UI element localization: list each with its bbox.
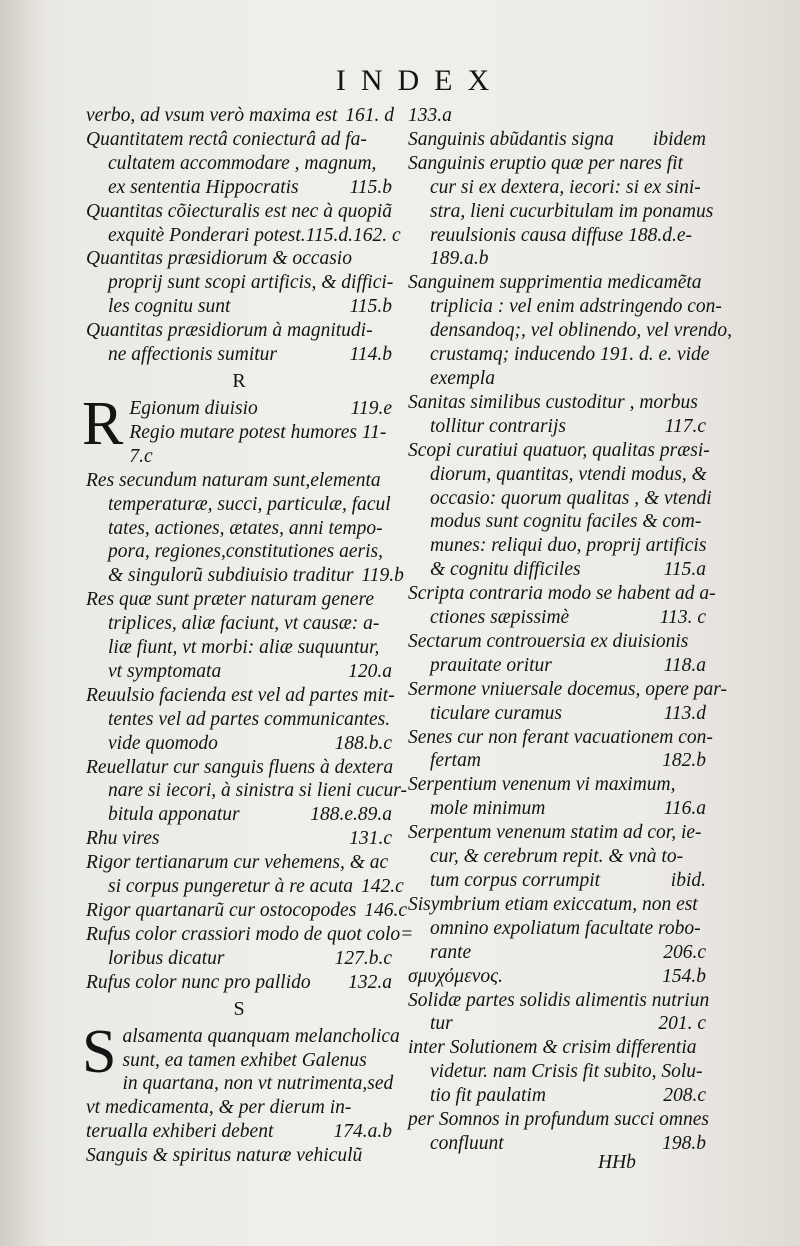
entry-text: Sisymbrium etiam exiccatum, non est: [408, 893, 698, 915]
entry-text: tollitur contrarijs: [430, 415, 566, 437]
entry-text: 189.a.b: [430, 248, 489, 270]
index-entry: [408, 271, 732, 391]
entry-text: cur si ex dextera, iecori: si ex sini-: [430, 176, 701, 198]
index-entry: [408, 821, 706, 893]
entry-line: [86, 612, 392, 636]
entry-line: [408, 1012, 706, 1036]
entry-text: cur, & cerebrum repit. & vnà to-: [430, 846, 684, 868]
right-column: [408, 104, 732, 1156]
page-reference: 188.e.89.a: [310, 804, 392, 826]
entry-text: Rhu vires: [86, 828, 160, 850]
entry-text: ticulare curamus: [430, 702, 562, 724]
entry-text: mole minimum: [430, 798, 546, 820]
entry-line: [408, 224, 706, 248]
entry-line: [408, 749, 706, 773]
index-entry: [86, 1120, 392, 1144]
entry-line: [408, 726, 713, 750]
entry-line: [408, 487, 712, 511]
entry-text: ex sententia Hippocratis: [108, 176, 299, 198]
index-entry: [408, 152, 714, 272]
entry-line: [86, 971, 392, 995]
index-entry: [86, 319, 392, 367]
entry-line: [86, 660, 392, 684]
page-reference: 114.b: [349, 344, 392, 366]
entry-line: [86, 247, 392, 271]
entry-line: [408, 582, 716, 606]
signature-mark: HHb: [598, 1152, 636, 1173]
entry-line: [408, 343, 710, 367]
page-reference: 206.c: [663, 941, 706, 963]
entry-line: [86, 540, 392, 564]
entry-text: per Somnos in profundum succi omnes: [408, 1109, 709, 1131]
page-reference: 188.b.c: [334, 732, 392, 754]
left-column: [82, 104, 414, 1168]
page-reference: 182.b: [662, 750, 706, 772]
entry-line: [408, 678, 727, 702]
entry-line: [86, 827, 392, 851]
entry-text: ctiones sæpissimè: [430, 607, 570, 629]
entry-line: [86, 319, 392, 343]
entry-line: [122, 1049, 392, 1073]
entry-text: alsamenta quanquam melancholica: [122, 1025, 400, 1047]
entry-line: [86, 779, 407, 803]
page-title: INDEX: [335, 64, 505, 97]
entry-text: les cognitu sunt: [108, 296, 231, 318]
entry-line: [86, 152, 392, 176]
entry-line: [408, 869, 706, 893]
index-entry: [408, 439, 712, 582]
index-entry: [408, 965, 706, 989]
entry-text: densandoq;, vel oblinendo, vel vrendo,: [430, 320, 732, 342]
index-entry: [408, 989, 710, 1037]
entry-line: [408, 391, 706, 415]
entry-line: [408, 1132, 706, 1156]
index-entry: [86, 104, 395, 128]
entry-line: [408, 319, 732, 343]
entry-text: Serpentium venenum vi maximum,: [408, 774, 676, 796]
entry-text: Quantitatem rectâ coniecturâ ad fa-: [86, 128, 367, 150]
entry-line: [86, 684, 395, 708]
entry-line: [86, 104, 395, 128]
entry-line: [86, 851, 392, 875]
entry-text: ne affectionis sumitur: [108, 344, 277, 366]
page-reference: 161. d: [345, 105, 395, 126]
index-entry: [408, 773, 706, 821]
index-entry: [408, 391, 706, 439]
index-entry: [86, 247, 392, 319]
entry-line: [86, 1144, 392, 1168]
entry-line: [86, 200, 392, 224]
page-reference: ibid.: [670, 870, 706, 891]
entry-text: Reuulsio facienda est vel ad partes mit-: [86, 684, 395, 706]
entry-line: [86, 1096, 392, 1120]
page-reference: 198.b: [662, 1132, 706, 1154]
page-reference: 119.e: [350, 397, 392, 419]
entry-text: triplices, aliæ faciunt, vt causæ: a-: [108, 613, 380, 635]
page-reference: 116.a: [663, 798, 706, 820]
entry-text: Sermone vniuersale docemus, opere par-: [408, 678, 727, 700]
index-entry: [86, 923, 414, 971]
index-entry: [408, 726, 713, 774]
entry-text: rante: [430, 941, 472, 963]
page-reference: 208.c: [663, 1085, 706, 1107]
entry-line: [129, 397, 392, 421]
entry-text: in quartana, non vt nutrimenta,sed: [122, 1073, 394, 1095]
section-letter: S: [233, 997, 245, 1020]
entry-text: Regio mutare potest humores 11-: [129, 421, 387, 443]
entry-line: [408, 630, 706, 654]
entry-text: Sanguinis abũdantis signa: [408, 128, 614, 150]
page-reference: ibidem: [652, 128, 706, 150]
entry-line: [408, 941, 706, 965]
index-entry: [408, 128, 706, 152]
entry-text: confluunt: [430, 1132, 504, 1154]
entry-line: [408, 176, 706, 200]
entry-line: [408, 773, 706, 797]
entry-text: tio fit paulatim: [430, 1085, 546, 1107]
entry-text: cultatem accommodare , magnum,: [108, 152, 377, 174]
entry-text: omnino expoliatum facultate robo-: [430, 917, 701, 939]
entry-text: prauitate oritur: [430, 654, 552, 676]
entry-text: tentes vel ad partes communicantes.: [108, 708, 391, 730]
entry-line: [408, 128, 706, 152]
entry-text: Sectarum controuersia ex diuisionis: [408, 630, 689, 652]
index-entry: [408, 893, 706, 965]
entry-line: [86, 517, 392, 541]
entry-text: nare si iecori, à sinistra si lieni cucur-: [108, 780, 407, 802]
page-reference: 146.c: [364, 900, 408, 921]
entry-text: 133.a: [408, 105, 452, 126]
entry-text: terualla exhiberi debent: [86, 1121, 274, 1143]
entry-text: 7.c: [129, 445, 153, 467]
entry-text: exempla: [430, 367, 495, 389]
page-reference: 115.b: [349, 176, 392, 198]
entry-line: [86, 923, 414, 947]
index-entry: [82, 1017, 400, 1121]
entry-text: bitula apponatur: [108, 804, 240, 826]
index-entry: [86, 128, 392, 200]
index-entry: [86, 756, 407, 828]
index-entry: [86, 827, 392, 851]
entry-text: modus sunt cognitu faciles & com-: [430, 511, 702, 533]
entry-line: [408, 821, 706, 845]
entry-text: Res secundum naturam sunt,elementa: [86, 469, 381, 491]
entry-text: fertam: [430, 750, 481, 772]
entry-text: Egionum diuisio: [129, 397, 258, 419]
entry-text: Reuellatur cur sanguis fluens à dextera: [86, 756, 394, 778]
entry-line: [408, 271, 706, 295]
entry-line: [86, 756, 392, 780]
entry-text: vt medicamenta, & per dierum in-: [86, 1097, 352, 1119]
entry-line: [408, 797, 706, 821]
entry-line: [408, 1108, 709, 1132]
entry-line: [86, 271, 392, 295]
index-entry: [86, 200, 401, 248]
entry-text: loribus dicatur: [108, 947, 225, 969]
entry-text: Rigor quartanarũ cur ostocopodes: [86, 900, 357, 921]
entry-text: exquitè Ponderari potest.115.d.162. c: [108, 224, 401, 246]
entry-line: [86, 636, 392, 660]
entry-line: [86, 564, 404, 588]
entry-line: [408, 965, 706, 989]
page-reference: 113.d: [663, 702, 706, 724]
entry-text: Serpentum venenum statim ad cor, ie-: [408, 822, 702, 844]
entry-line: [86, 469, 392, 493]
entry-line: [408, 893, 706, 917]
entry-line: [86, 224, 401, 248]
entry-line: [408, 415, 706, 439]
entry-line: [408, 1084, 706, 1108]
page-reference: 115.b: [349, 296, 392, 318]
page-reference: 118.a: [663, 654, 706, 676]
index-entry: [86, 588, 392, 684]
entry-line: [408, 917, 706, 941]
entry-text: Sanguis & spiritus naturæ vehiculũ: [86, 1145, 363, 1167]
entry-text: verbo, ad vsum verò maxima est: [86, 105, 338, 126]
entry-text: sunt, ea tamen exhibet Galenus: [122, 1049, 367, 1071]
entry-text: Scripta contraria modo se habent ad a-: [408, 583, 716, 605]
page-reference: 115.a: [663, 559, 706, 581]
entry-text: occasio: quorum qualitas , & vtendi: [430, 487, 712, 509]
entry-text: Res quæ sunt præter naturam genere: [86, 589, 374, 611]
entry-text: Senes cur non ferant vacuationem con-: [408, 726, 713, 748]
entry-text: triplicia : vel enim adstringendo con-: [430, 296, 722, 318]
entry-line: [86, 899, 408, 923]
entry-text: Rufus color crassiori modo de quot colo=: [86, 923, 414, 945]
index-entry: [408, 1108, 709, 1156]
entry-line: [86, 708, 392, 732]
page-reference: 127.b.c: [334, 947, 392, 969]
page-reference: 132.a: [348, 971, 392, 993]
entry-line: [408, 845, 706, 869]
entry-line: [408, 989, 710, 1013]
index-entry: [408, 678, 727, 726]
index-entry: [86, 684, 395, 756]
entry-line: [86, 947, 392, 971]
page-reference: 119.b: [361, 565, 404, 587]
index-entry: [86, 1144, 392, 1168]
entry-text: reuulsionis causa diffuse 188.d.e-: [430, 224, 692, 246]
entry-line: [408, 200, 714, 224]
entry-line: [86, 176, 392, 200]
entry-text: temperaturæ, succi, particulæ, facul: [108, 493, 391, 515]
entry-line: [408, 367, 706, 391]
entry-text: inter Solutionem & crisim differentia: [408, 1037, 697, 1059]
entry-text: Quantitas cõiecturalis est nec à quopiã: [86, 200, 393, 222]
entry-line: [86, 493, 392, 517]
entry-text: si corpus pungeretur à re acuta: [108, 876, 353, 898]
entry-text: videtur. nam Crisis fit subito, Solu-: [430, 1061, 703, 1083]
entry-line: [408, 439, 710, 463]
entry-line: [86, 343, 392, 367]
page-reference: 174.a.b: [333, 1121, 392, 1143]
entry-line: [408, 104, 706, 128]
entry-text: Quantitas præsidiorum à magnitudi-: [86, 320, 373, 342]
entry-line: [408, 295, 722, 319]
index-entry: [408, 582, 716, 630]
index-entry: [86, 445, 392, 469]
index-entry: [408, 1036, 706, 1108]
entry-text: Scopi curatiui quatuor, qualitas præsi-: [408, 439, 710, 461]
page-reference: 154.b: [662, 965, 706, 987]
page-reference: 201. c: [658, 1013, 706, 1035]
entry-line: [86, 803, 392, 827]
entry-text: & singulorũ subdiuisio traditur: [108, 565, 354, 587]
entry-line: [86, 128, 392, 152]
entry-text: crustamq; inducendo 191. d. e. vide: [430, 344, 710, 366]
entry-text: proprij sunt scopi artificis, & diffici-: [108, 272, 394, 294]
entry-text: & cognitu difficiles: [430, 559, 581, 581]
entry-text: Rigor tertianarum cur vehemens, & ac: [86, 852, 389, 874]
entry-text: munes: reliqui duo, proprij artificis: [430, 535, 707, 557]
page-reference: 113. c: [659, 607, 706, 629]
page-reference: 131.c: [349, 828, 392, 850]
entry-line: [122, 1025, 400, 1049]
page-reference: 120.a: [348, 660, 392, 682]
entry-text: tates, actiones, ætates, anni tempo-: [108, 517, 383, 539]
entry-text: Rufus color nunc pro pallido: [86, 971, 311, 993]
entry-text: Sanguinis eruptio quæ per nares fit: [408, 152, 683, 174]
entry-line: [408, 510, 706, 534]
entry-text: Sanguinem supprimentia medicamẽta: [408, 272, 702, 294]
index-entry: [408, 630, 706, 678]
entry-line: [408, 558, 706, 582]
index-entry: [86, 469, 404, 589]
entry-line: [122, 1072, 392, 1096]
entry-line: [86, 1120, 392, 1144]
entry-line: [408, 534, 706, 558]
entry-line: [408, 1060, 706, 1084]
entry-text: σμυχόμενος.: [408, 965, 503, 987]
entry-text: liæ fiunt, vt morbi: aliæ suquuntur,: [108, 637, 380, 659]
entry-line: [86, 732, 392, 756]
entry-text: stra, lieni cucurbitulam im ponamus: [430, 200, 714, 222]
entry-line: [86, 875, 404, 899]
entry-line: [408, 247, 706, 271]
entry-line: [408, 152, 706, 176]
entry-line: [129, 421, 392, 445]
index-entry: [86, 851, 404, 899]
entry-text: vt symptomata: [108, 660, 222, 682]
entry-text: Solidæ partes solidis alimentis nutriun: [408, 989, 710, 1011]
drop-cap: R: [82, 389, 124, 458]
entry-line: [408, 702, 706, 726]
entry-text: tum corpus corrumpit: [430, 870, 601, 891]
entry-text: Sanitas similibus custoditur , morbus: [408, 391, 698, 413]
entry-text: pora, regiones,constitutiones aeris,: [108, 541, 383, 563]
entry-text: diorum, quantitas, vtendi modus, &: [430, 463, 707, 485]
entry-line: [408, 1036, 706, 1060]
entry-line: [86, 588, 392, 612]
entry-line: [408, 463, 706, 487]
entry-line: [86, 295, 392, 319]
index-entry: [408, 104, 706, 128]
section-letter: R: [232, 369, 246, 392]
entry-text: vide quomodo: [108, 732, 218, 754]
index-entry: [86, 971, 392, 995]
entry-text: tur: [430, 1013, 453, 1035]
page-reference: 117.c: [664, 415, 706, 437]
entry-line: [408, 606, 706, 630]
drop-cap: S: [82, 1017, 117, 1086]
entry-line: [129, 445, 392, 469]
entry-text: Quantitas præsidiorum & occasio: [86, 248, 352, 270]
page-reference: 142.c: [361, 876, 404, 898]
entry-line: [408, 654, 706, 678]
index-entry: [86, 899, 408, 923]
